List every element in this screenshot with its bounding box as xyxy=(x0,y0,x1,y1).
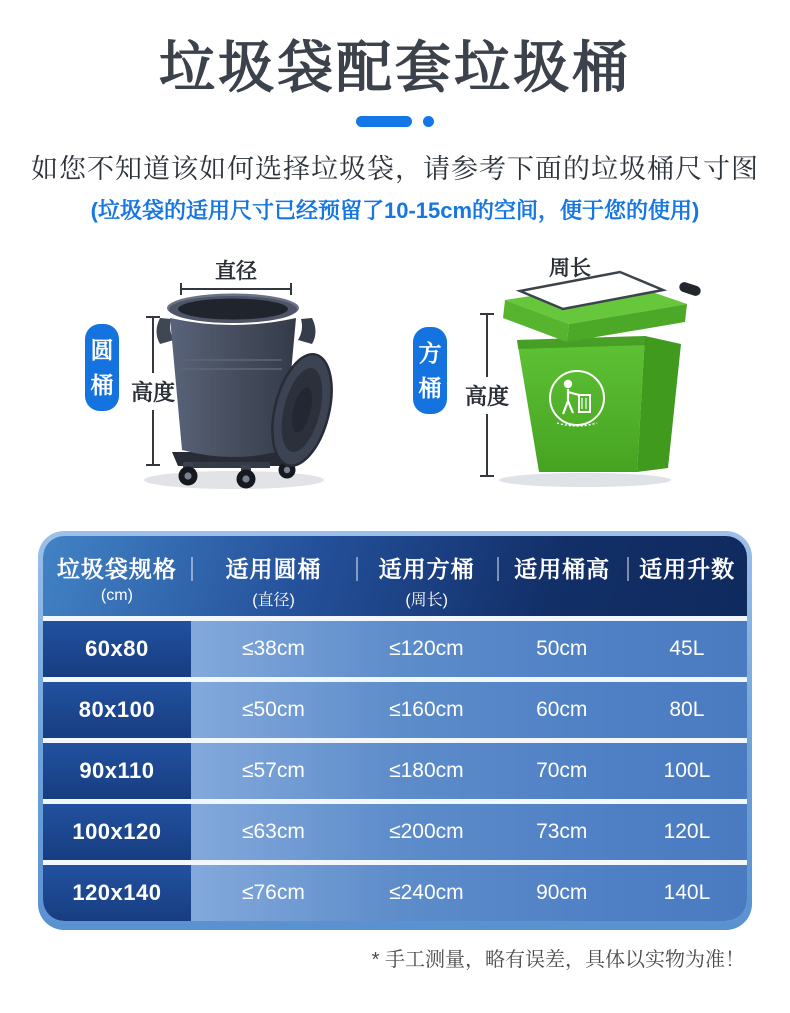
spec-cell: 60x80 xyxy=(43,621,191,677)
divider-dash-icon xyxy=(356,116,412,127)
spec-cell: 100x120 xyxy=(43,804,191,860)
col-header-height xyxy=(497,536,627,616)
square-bin-body xyxy=(517,336,681,472)
intro-note: (垃圾袋的适用尺寸已经预留了10-15cm的空间，便于您的使用) xyxy=(90,198,700,223)
header-separator xyxy=(356,557,358,581)
bucket-height-cell: 70cm xyxy=(536,759,588,782)
bucket-height-cell: 90cm xyxy=(536,881,588,904)
dim-line xyxy=(182,288,290,290)
round-bin-image xyxy=(130,292,342,492)
round-bucket-cell: ≤50cm xyxy=(241,698,305,721)
col-subtitle: (cm) xyxy=(100,587,133,604)
value-cells xyxy=(191,743,747,799)
round-bucket-cell: ≤57cm xyxy=(241,759,305,782)
round-bucket-cell: ≤76cm xyxy=(241,881,305,904)
col-header-liters xyxy=(627,536,747,616)
round-bin-rim xyxy=(167,294,299,324)
square-bucket-cell: ≤240cm xyxy=(389,881,464,904)
bucket-height-cell: 50cm xyxy=(536,637,588,660)
value-cells xyxy=(191,621,747,677)
bins-diagram xyxy=(0,252,790,518)
intro-text: 如您不知道该如何选择垃圾袋，请参考下面的垃圾桶尺寸图 xyxy=(31,154,759,184)
round-bucket-cell: ≤38cm xyxy=(241,637,305,660)
value-cells xyxy=(191,865,747,921)
col-header-square xyxy=(356,536,497,616)
size-table-panel xyxy=(38,531,752,930)
header-separator xyxy=(627,557,629,581)
col-title: 适用升数 xyxy=(639,556,736,582)
col-title: 垃圾袋规格 xyxy=(56,556,177,582)
square-bin-figure xyxy=(400,252,760,518)
perimeter-label: 周长 xyxy=(549,257,591,280)
round-bin-tag: 圆桶 xyxy=(85,324,119,411)
value-cells xyxy=(191,804,747,860)
square-bucket-cell: ≤120cm xyxy=(389,637,464,660)
col-header-round xyxy=(191,536,356,616)
square-bucket-cell: ≤180cm xyxy=(389,759,464,782)
table-row xyxy=(43,682,747,738)
liters-cell: 100L xyxy=(663,759,711,782)
size-table xyxy=(43,536,747,921)
divider-dot-icon xyxy=(423,116,434,127)
square-bin-shadow xyxy=(499,473,671,487)
table-row xyxy=(43,621,747,677)
spec-cell: 90x110 xyxy=(43,743,191,799)
bucket-height-cell: 73cm xyxy=(536,820,588,843)
page-root xyxy=(0,24,790,1013)
round-bin-shadow xyxy=(144,471,324,489)
col-header-spec xyxy=(43,536,191,616)
value-cells xyxy=(191,682,747,738)
liters-cell: 140L xyxy=(663,881,711,904)
liters-cell: 45L xyxy=(669,637,705,660)
table-row xyxy=(43,804,747,860)
spec-cell: 80x100 xyxy=(43,682,191,738)
col-title: 适用桶高 xyxy=(514,556,611,582)
measurement-disclaimer: * 手工测量，略有误差，具体以实物为准！ xyxy=(371,949,745,971)
table-row xyxy=(43,865,747,921)
table-row xyxy=(43,743,747,799)
table-header xyxy=(43,536,747,616)
round-bin-figure xyxy=(60,252,400,518)
spec-cell: 120x140 xyxy=(43,865,191,921)
diameter-label: 直径 xyxy=(215,260,257,283)
height-label: 高度 xyxy=(465,383,510,409)
col-title: 适用方桶 xyxy=(378,556,475,582)
col-subtitle: (周长) xyxy=(405,592,448,609)
col-subtitle: (直径) xyxy=(252,592,295,609)
square-bucket-cell: ≤160cm xyxy=(389,698,464,721)
liters-cell: 120L xyxy=(663,820,711,843)
page-title: 垃圾袋配套垃圾桶 xyxy=(159,36,631,99)
lid-handle xyxy=(678,281,702,297)
header-separator xyxy=(497,557,499,581)
title-divider xyxy=(0,116,790,127)
header-separator xyxy=(191,557,193,581)
square-bin-tag: 方桶 xyxy=(413,327,447,414)
square-bin-image xyxy=(455,268,705,490)
bucket-height-cell: 60cm xyxy=(536,698,588,721)
square-bucket-cell: ≤200cm xyxy=(389,820,464,843)
height-label: 高度 xyxy=(131,379,176,405)
col-title: 适用圆桶 xyxy=(225,556,322,582)
liters-cell: 80L xyxy=(669,698,705,721)
round-bucket-cell: ≤63cm xyxy=(241,820,305,843)
